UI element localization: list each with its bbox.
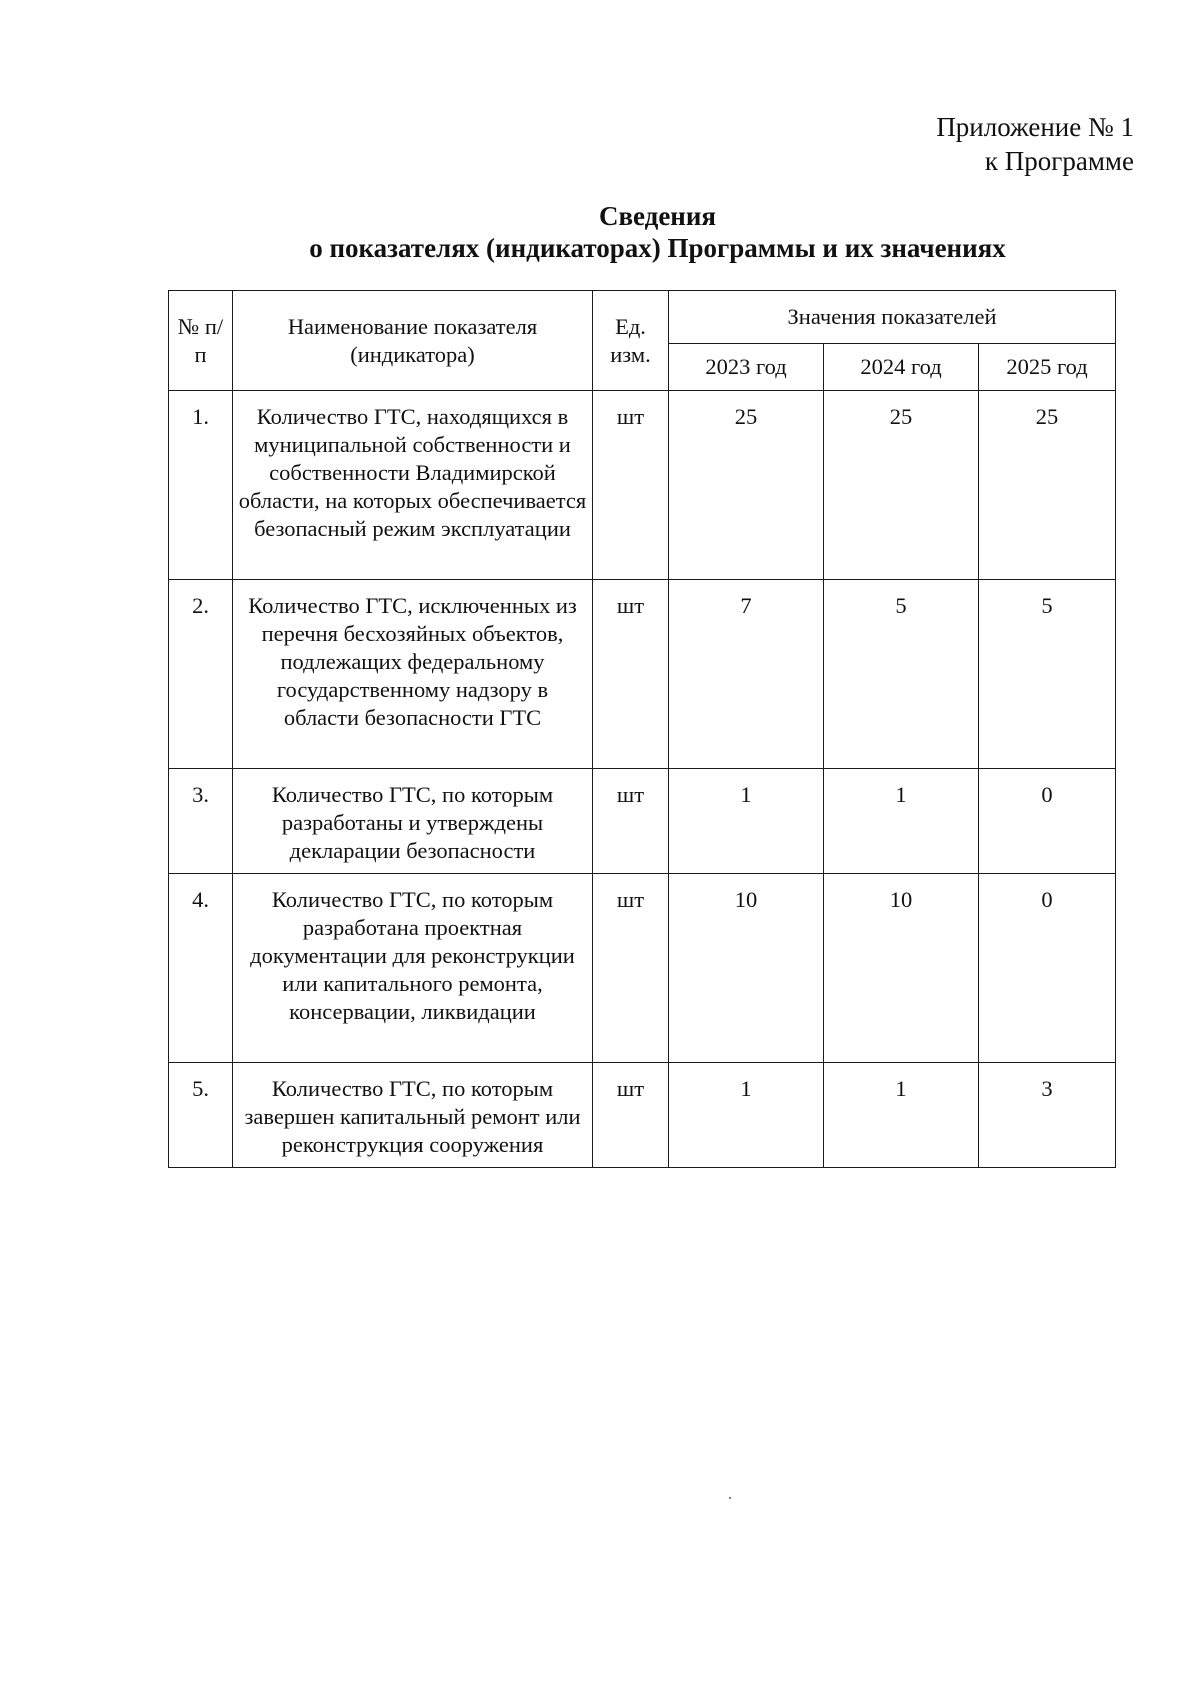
row-unit: шт [593, 769, 669, 874]
table-row [169, 580, 1116, 769]
scan-speck [729, 1497, 731, 1499]
row-value-2025: 3 [979, 1063, 1116, 1168]
row-value-2024: 1 [824, 1063, 979, 1168]
row-value-2025: 0 [979, 874, 1116, 1063]
table-row [169, 391, 1116, 580]
row-number: 4. [169, 874, 233, 1063]
indicators-table [168, 290, 1116, 1168]
header-year-2023: 2023 год [669, 344, 824, 391]
table-row [169, 874, 1116, 1063]
row-value-2024: 1 [824, 769, 979, 874]
row-unit: шт [593, 1063, 669, 1168]
table-row [169, 769, 1116, 874]
row-indicator-name: Количество ГТС, по которым разработаны и утверждены декларации безопасности [233, 769, 593, 874]
row-value-2023: 1 [669, 1063, 824, 1168]
appendix-reference: к Программе [984, 146, 1134, 176]
header-row [169, 291, 1116, 344]
header-year-2025: 2025 год [979, 344, 1116, 391]
row-unit: шт [593, 874, 669, 1063]
row-indicator-name: Количество ГТС, находящихся в муниципальной собственности и собственности Владимирской области, на которых обеспечивается безопасный режим эксплуатации [233, 391, 593, 580]
row-indicator-name: Количество ГТС, исключенных из перечня бесхозяйных объектов, подлежащих федеральному государственному надзору в области безопасности ГТС [233, 580, 593, 769]
row-value-2023: 1 [669, 769, 824, 874]
row-number: 3. [169, 769, 233, 874]
header-values-group: Значения показателей [669, 291, 1116, 344]
row-indicator-name: Количество ГТС, по которым разработана проектная документации для реконструкции или капитального ремонта, консервации, ликвидации [233, 874, 593, 1063]
row-unit: шт [593, 580, 669, 769]
row-value-2025: 0 [979, 769, 1116, 874]
header-indicator-name: Наименование показателя (индикатора) [233, 291, 593, 391]
row-value-2023: 7 [669, 580, 824, 769]
header-unit: Ед. изм. [593, 291, 669, 391]
row-number: 5. [169, 1063, 233, 1168]
appendix-number: Приложение № 1 [936, 112, 1134, 142]
table-row [169, 1063, 1116, 1168]
row-value-2024: 25 [824, 391, 979, 580]
row-unit: шт [593, 391, 669, 580]
row-number: 2. [169, 580, 233, 769]
appendix-label [936, 110, 1134, 178]
row-value-2023: 25 [669, 391, 824, 580]
row-number: 1. [169, 391, 233, 580]
row-value-2025: 5 [979, 580, 1116, 769]
document-heading [0, 200, 1200, 264]
row-value-2023: 10 [669, 874, 824, 1063]
row-value-2025: 25 [979, 391, 1116, 580]
row-indicator-name: Количество ГТС, по которым завершен капитальный ремонт или реконструкция сооружения [233, 1063, 593, 1168]
heading-subtitle: о показателях (индикаторах) Программы и их значениях [309, 233, 1006, 263]
row-value-2024: 10 [824, 874, 979, 1063]
header-number: № п/п [169, 291, 233, 391]
row-value-2024: 5 [824, 580, 979, 769]
heading-title: Сведения [598, 201, 717, 231]
header-year-2024: 2024 год [824, 344, 979, 391]
